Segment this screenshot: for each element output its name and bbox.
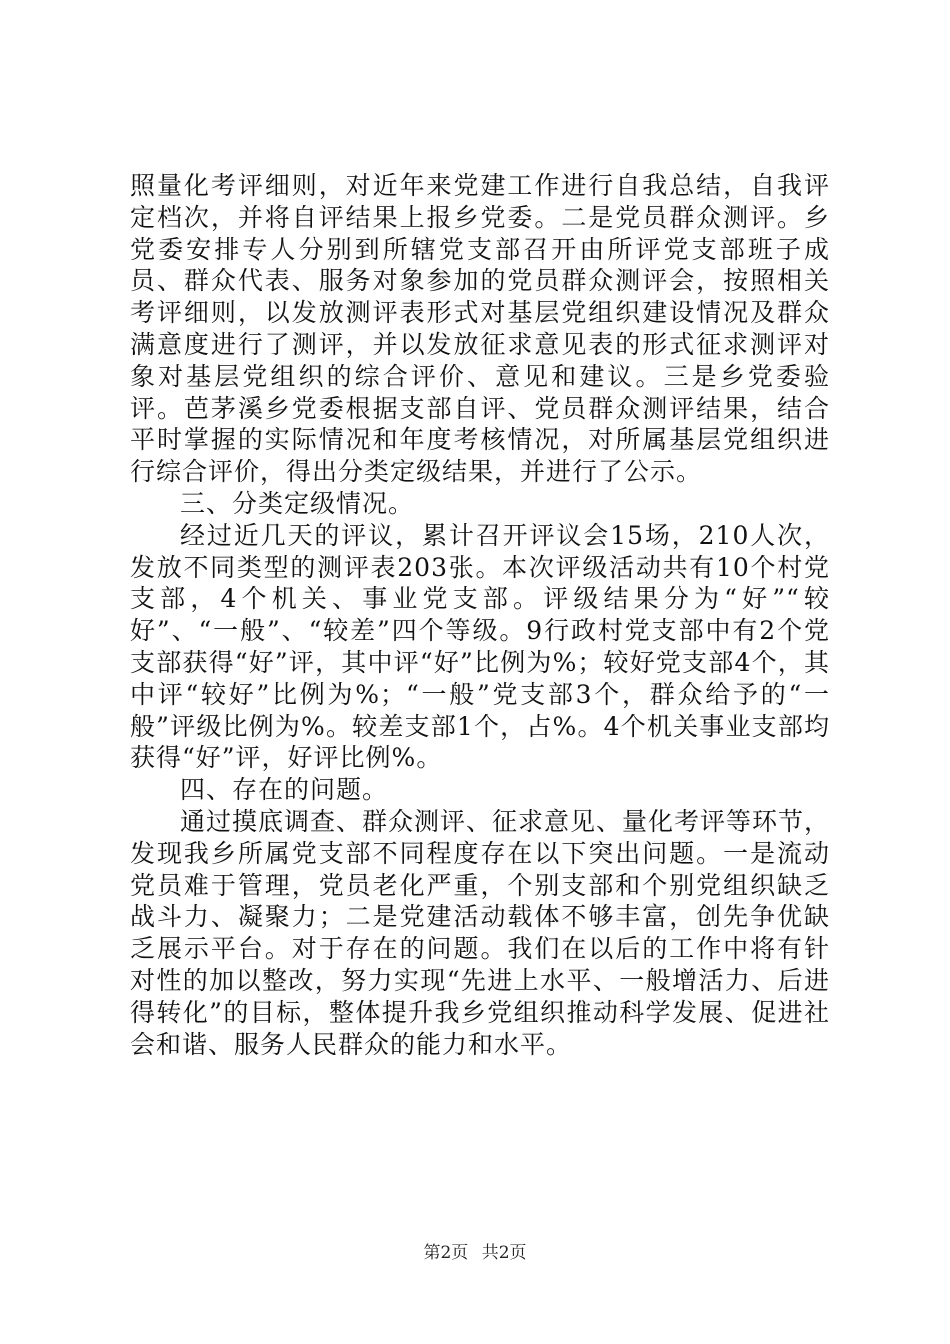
page-total: 共2页 xyxy=(481,1243,527,1263)
section-heading-problems: 四、存在的问题。 xyxy=(180,775,389,805)
page-footer xyxy=(0,1242,950,1264)
paragraph-classification-results: 经过近几天的评议，累计召开评议会15场，210人次，发放不同类型的测评表203张。本次评级活动共有10个村党支部，4个机关、事业党支部。评级结果分为“好”“较好”、“一般”、“较差”四个等级。9行政村党支部中有2个党支部获得“好”评，其中评“好”比例为%；较好党支部4个，其中评“较好”比例为%；“一般”党支部3个，群众给予的“一般”评级比例为%。较差支部1个，占%。4个机关事业支部均获得“好”评，好评比例%。 xyxy=(130,520,830,773)
document-body xyxy=(130,170,830,1060)
page-number: 第2页 xyxy=(423,1243,469,1263)
paragraph-1: 照量化考评细则，对近年来党建工作进行自我总结，自我评定档次，并将自评结果上报乡党委。二是党员群众测评。乡党委安排专人分别到所辖党支部召开由所评党支部班子成员、群众代表、服务对象参加的党员群众测评会，按照相关考评细则，以发放测评表形式对基层党组织建设情况及群众满意度进行了测评，并以发放征求意见表的形式征求测评对象对基层党组织的综合评价、意见和建议。三是乡党委验评。芭茅溪乡党委根据支部自评、党员群众测评结果，结合平时掌握的实际情况和年度考核情况，对所属基层党组织进行综合评价，得出分类定级结果，并进行了公示。 xyxy=(130,171,830,487)
paragraph-problems: 通过摸底调查、群众测评、征求意见、量化考评等环节，发现我乡所属党支部不同程度存在以下突出问题。一是流动党员难于管理，党员老化严重，个别支部和个别党组织缺乏战斗力、凝聚力；二是党建活动载体不够丰富，创先争优缺乏展示平台。对于存在的问题。我们在以后的工作中将有针对性的加以整改，努力实现“先进上水平、一般增活力、后进得转化”的目标，整体提升我乡党组织推动科学发展、促进社会和谐、服务人民群众的能力和水平。 xyxy=(130,806,831,1059)
section-heading-classification: 三、分类定级情况。 xyxy=(180,488,415,518)
